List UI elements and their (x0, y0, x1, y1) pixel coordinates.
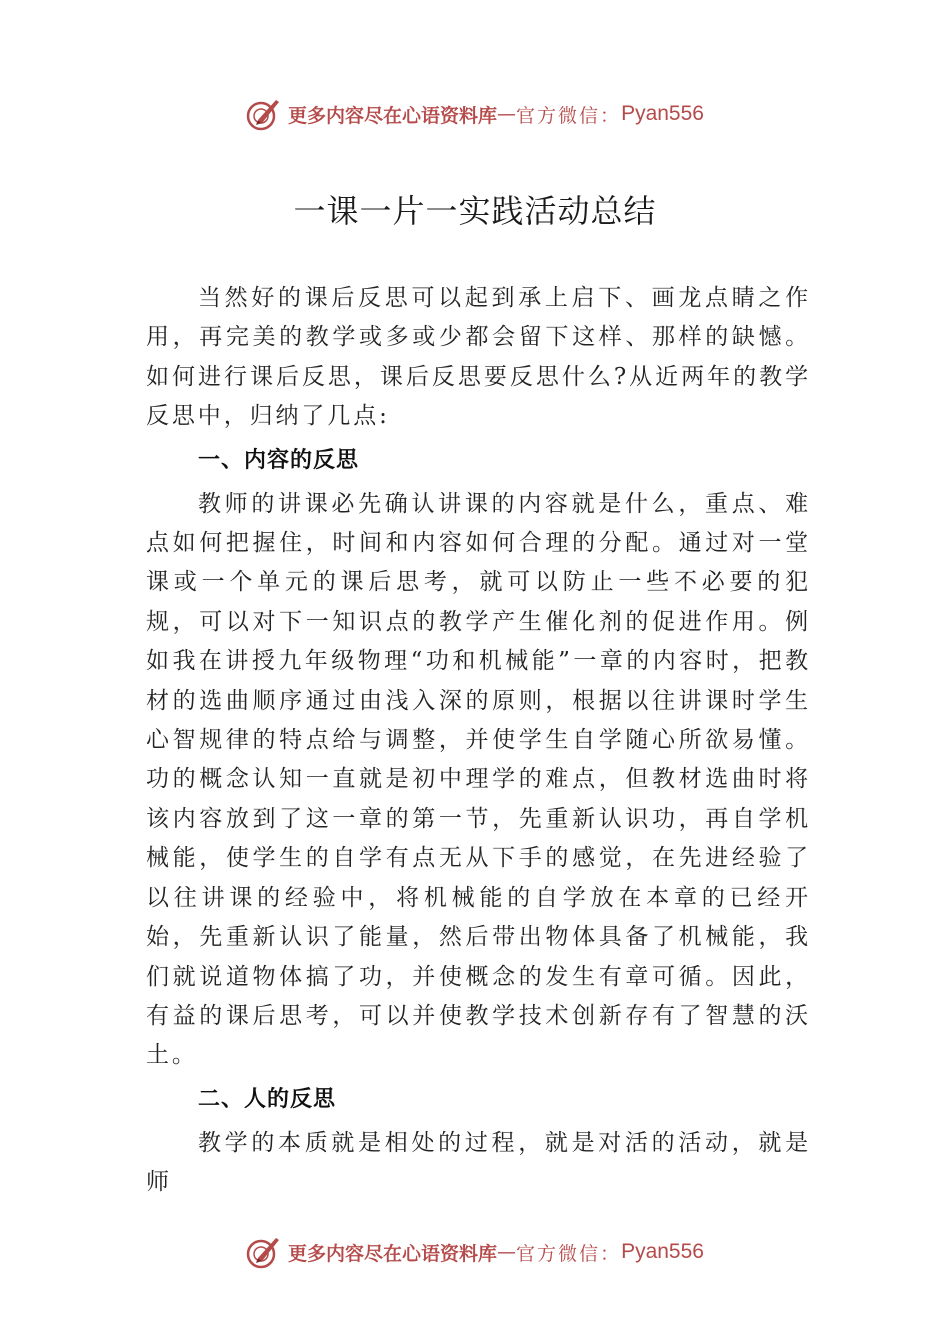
intro-paragraph: 当然好的课后反思可以起到承上启下、画龙点睛之作用，再完美的教学或多或少都会留下这样、那样的缺憾。如何进行课后反思，课后反思要反思什么?从近两年的教学反思中，归纳了几点: (146, 285, 811, 430)
section-heading: 一、内容的反思 (198, 447, 360, 473)
banner-wechat-id: Pyan556 (621, 102, 704, 125)
section-heading: 二、人的反思 (198, 1086, 337, 1112)
footer-banner (0, 1232, 950, 1272)
section-paragraph: 教师的讲课必先确认讲课的内容就是什么，重点、难点如何把握住，时间和内容如何合理的分配。通过对一堂课或一个单元的课后思考，就可以防止一些不必要的犯规，可以对下一知识点的教学产生催化剂的促进作用。例如我在讲授九年级物理“功和机械能”一章的内容时，把教材的选曲顺序通过由浅入深的原则，根据以往讲课时学生心智规律的特点给与调整，并使学生自学随心所欲易懂。功的概念认知一直就是初中理学的难点，但教材选曲时将该内容放到了这一章的第一节，先重新认识功，再自学机械能，使学生的自学有点无从下手的感觉，在先进经验了以往讲课的经验中，将机械能的自学放在本章的已经开始，先重新认识了能量，然后带出物体具备了机械能，我们就说道物体搞了功，并使概念的发生有章可循。因此，有益的课后思考，可以并使教学技术创新存有了智慧的沃土。 (146, 490, 811, 1069)
page-title: 一课一片一实践活动总结 (293, 192, 657, 230)
quill-pen-logo-icon (246, 1234, 282, 1270)
banner-wechat-id: Pyan556 (621, 1240, 704, 1263)
banner-dash: — (497, 1241, 517, 1263)
banner-dash: — (497, 103, 517, 125)
banner-wechat-label: 官方微信： (516, 1242, 622, 1265)
document-body (146, 279, 811, 1203)
banner-main-text: 更多内容尽在心语资料库 (288, 1242, 498, 1265)
header-banner (0, 94, 950, 134)
section-paragraph: 教学的本质就是相处的过程，就是对活的活动，就是师 (146, 1129, 811, 1196)
banner-wechat-label: 官方微信： (516, 104, 622, 127)
quill-pen-logo-icon (246, 96, 282, 132)
banner-main-text: 更多内容尽在心语资料库 (288, 104, 498, 127)
